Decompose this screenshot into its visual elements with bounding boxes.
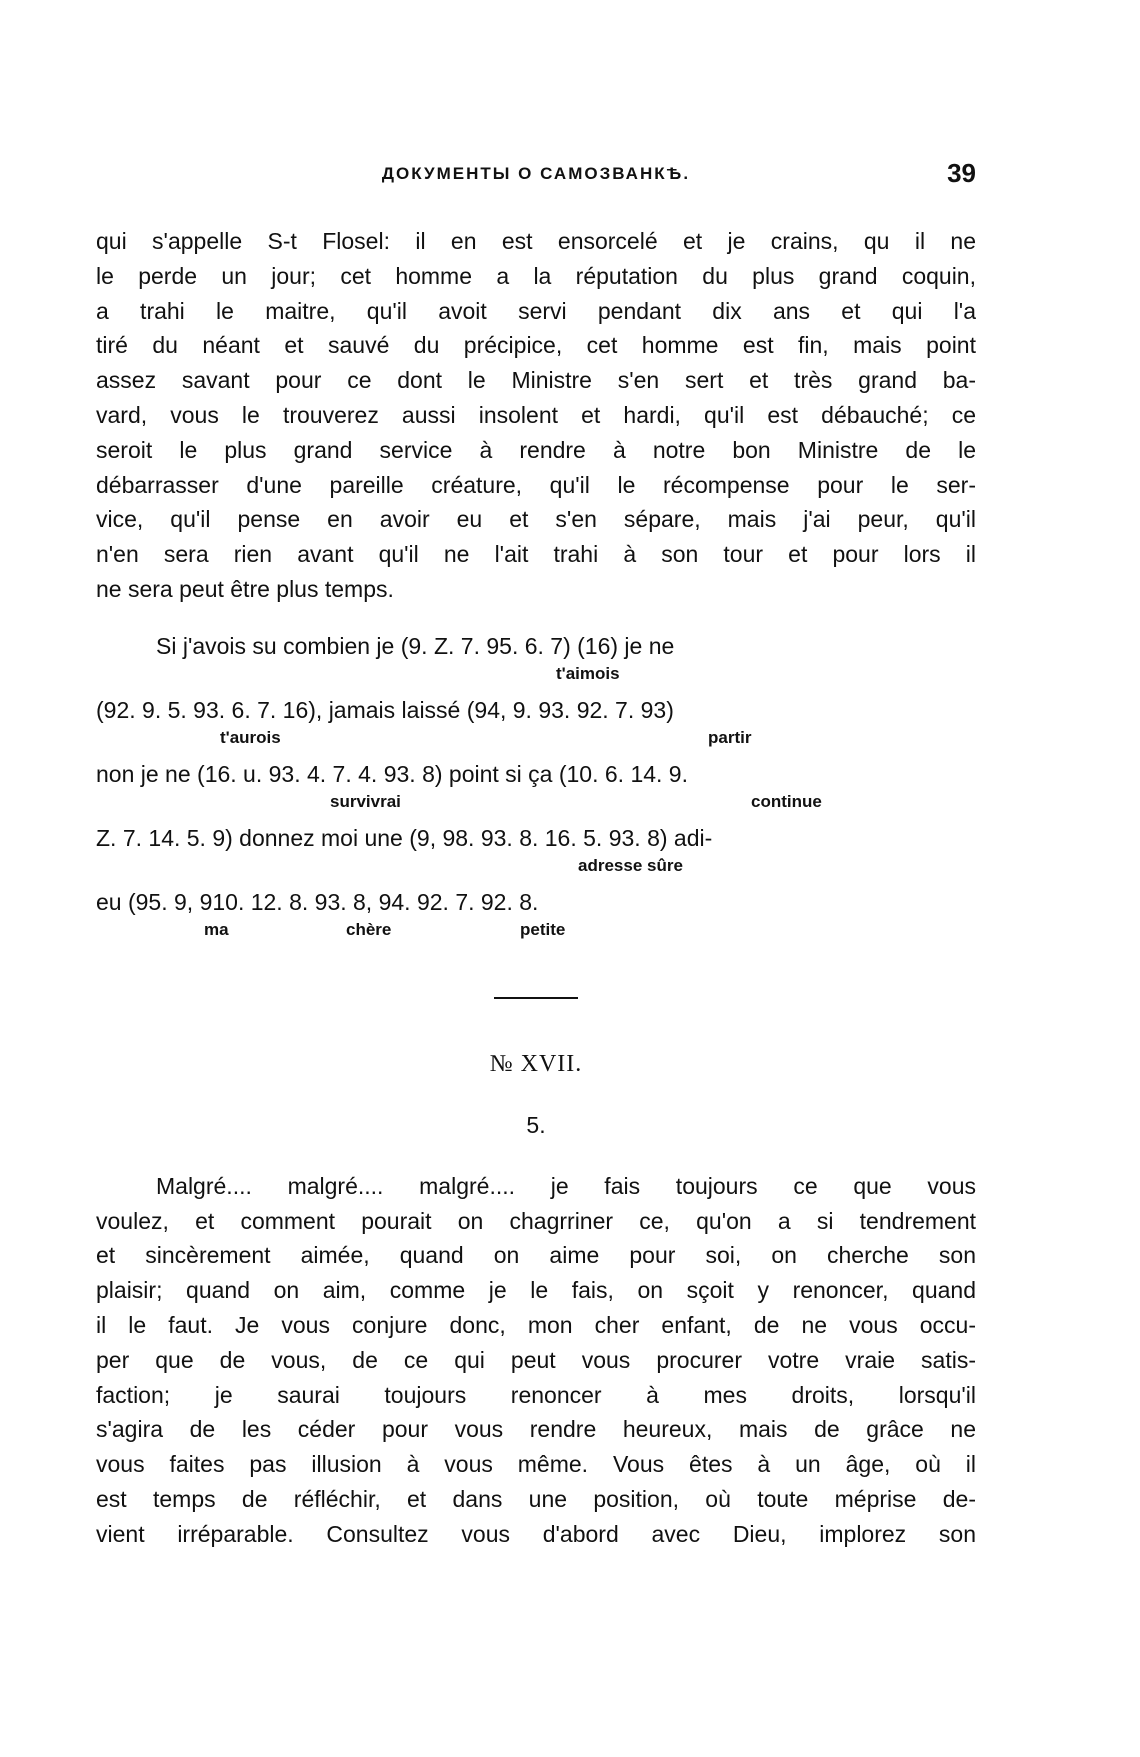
text-line: vient irréparable. Consultez vous d'abord avec Dieu, implorez son — [96, 1520, 976, 1547]
cipher-line: Si j'avois su combien je (9. Z. 7. 95. 6. 7) (16) je ne — [156, 632, 675, 659]
cipher-gloss-row — [96, 854, 976, 887]
text-line: s'agira de les céder pour vous rendre heureux, mais de grâce ne — [96, 1416, 976, 1443]
cipher-gloss-row — [96, 726, 976, 759]
running-title: ДОКУМЕНТЫ О САМОЗВАНКѢ. — [381, 164, 691, 183]
section-divider — [494, 997, 578, 999]
cipher-gloss: continue — [751, 791, 822, 811]
text-line: vard, vous le trouverez aussi insolent et hardi, qu'il est débauché; ce — [96, 401, 976, 428]
cipher-gloss: adresse sûre — [578, 855, 683, 875]
text-line: faction; je saurai toujours renoncer à mes droits, lorsqu'il — [96, 1381, 976, 1408]
book-page — [96, 150, 976, 1552]
text-line: Malgré.... malgré.... malgré.... je fais toujours ce que vous — [156, 1172, 976, 1199]
text-line: vous faites pas illusion à vous même. Vous êtes à un âge, où il — [96, 1451, 976, 1478]
text-line: le perde un jour; cet homme a la réputation du plus grand coquin, — [96, 262, 976, 289]
cipher-line: eu (95. 9, 910. 12. 8. 93. 8, 94. 92. 7. 92. 8. — [96, 888, 539, 915]
document-number: № XVII. — [489, 1050, 583, 1077]
text-line: débarrasser d'une pareille créature, qu'il le récompense pour le ser- — [96, 471, 976, 498]
cipher-line: non je ne (16. u. 93. 4. 7. 4. 93. 8) point si ça (10. 6. 14. 9. — [96, 760, 688, 787]
page-number: 39 — [947, 158, 976, 188]
text-line: n'en sera rien avant qu'il ne l'ait trahi à son tour et pour lors il — [96, 541, 976, 568]
cipher-gloss: chère — [346, 919, 392, 939]
text-line: il le faut. Je vous conjure donc, mon cher enfant, de ne vous occu- — [96, 1311, 976, 1338]
paragraph-2 — [96, 1169, 976, 1552]
text-line: voulez, et comment pourait on chagrriner ce, qu'on a si tendrement — [96, 1207, 976, 1234]
text-line: a trahi le maitre, qu'il avoit servi pendant dix ans et qui l'a — [96, 297, 976, 324]
cipher-gloss: t'aurois — [220, 727, 281, 747]
cipher-gloss: ma — [204, 919, 229, 939]
text-line: qui s'appelle S-t Flosel: il en est ensorcelé et je crains, qu il ne — [96, 228, 976, 254]
text-line: est temps de réfléchir, et dans une position, où toute méprise de- — [96, 1485, 976, 1512]
text-line: tiré du néant et sauvé du précipice, cet homme est fin, mais point — [96, 332, 976, 359]
text-line: ne sera peut être plus temps. — [96, 575, 394, 602]
text-line: plaisir; quand on aim, comme je le fais, on sçoit y renoncer, quand — [96, 1277, 976, 1304]
cipher-gloss: partir — [708, 727, 752, 747]
cipher-line: Z. 7. 14. 5. 9) donnez moi une (9, 98. 93. 8. 16. 5. 93. 8) adi- — [96, 824, 713, 851]
text-line: vice, qu'il pense en avoir eu et s'en sépare, mais j'ai peur, qu'il — [96, 506, 976, 533]
text-line: per que de vous, de ce qui peut vous procurer votre vraie satis- — [96, 1346, 976, 1373]
cipher-gloss: t'aimois — [556, 663, 620, 683]
cipher-gloss-row — [96, 662, 976, 695]
text-line: et sincèrement aimée, quand on aime pour soi, on cherche son — [96, 1242, 976, 1269]
text-line: seroit le plus grand service à rendre à notre bon Ministre de le — [96, 436, 976, 463]
paragraph-1 — [96, 224, 976, 607]
document-subnumber: 5. — [526, 1111, 546, 1138]
cipher-line: (92. 9. 5. 93. 6. 7. 16), jamais laissé (94, 9. 93. 92. 7. 93) — [96, 696, 674, 723]
cipher-block — [96, 631, 976, 951]
cipher-gloss-row — [96, 790, 976, 823]
cipher-gloss: survivrai — [330, 791, 401, 811]
cipher-gloss-row — [96, 918, 976, 951]
page-header — [96, 150, 976, 190]
cipher-gloss: petite — [520, 919, 566, 939]
text-line: assez savant pour ce dont le Ministre s'en sert et très grand ba- — [96, 367, 976, 394]
